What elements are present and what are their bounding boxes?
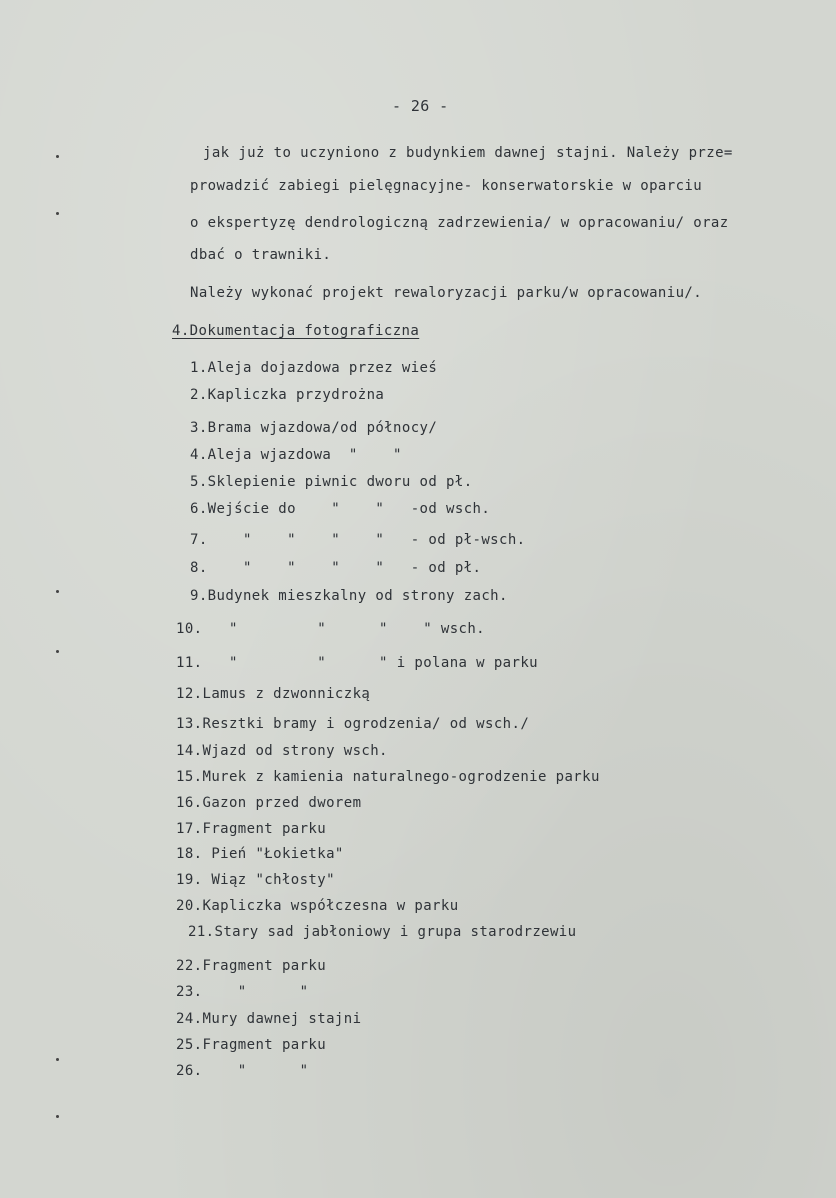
list-item: 2.Kapliczka przydrożna <box>190 387 385 403</box>
paragraph-rewaloryzacja: Należy wykonać projekt rewaloryzacji parku/w opracowaniu/. <box>190 285 703 301</box>
list-item: 15.Murek z kamienia naturalnego-ogrodzenie parku <box>176 769 600 785</box>
list-item: 17.Fragment parku <box>176 821 327 837</box>
list-item: 4.Aleja wjazdowa " " <box>190 447 402 463</box>
list-item: 22.Fragment parku <box>176 958 327 974</box>
list-item: 14.Wjazd od strony wsch. <box>176 743 388 759</box>
margin-dot <box>56 590 59 593</box>
list-item: 24.Mury dawnej stajni <box>176 1011 362 1027</box>
paragraph-line: o ekspertyzę dendrologiczną zadrzewienia/ w opracowaniu/ oraz <box>190 215 729 231</box>
list-item: 6.Wejście do " " -od wsch. <box>190 501 491 517</box>
list-item: 21.Stary sad jabłoniowy i grupa starodrzewiu <box>188 924 577 940</box>
list-item: 12.Lamus z dzwonniczką <box>176 686 371 702</box>
paragraph-line: dbać o trawniki. <box>190 247 332 263</box>
list-item: 18. Pień "Łokietka" <box>176 846 344 862</box>
list-item: 3.Brama wjazdowa/od północy/ <box>190 420 438 436</box>
list-item: 23. " " <box>176 984 309 1000</box>
paragraph-line: prowadzić zabiegi pielęgnacyjne- konserwatorskie w oparciu <box>190 178 703 194</box>
margin-dot <box>56 1058 59 1061</box>
list-item: 8. " " " " - od pł. <box>190 560 482 576</box>
margin-dot <box>56 1115 59 1118</box>
list-item: 20.Kapliczka współczesna w parku <box>176 898 459 914</box>
list-item: 13.Resztki bramy i ogrodzenia/ od wsch./ <box>176 716 530 732</box>
list-item: 1.Aleja dojazdowa przez wieś <box>190 360 438 376</box>
page-number: - 26 - <box>392 97 449 115</box>
list-item: 5.Sklepienie piwnic dworu od pł. <box>190 474 473 490</box>
list-item: 19. Wiąz "chłosty" <box>176 872 335 888</box>
margin-dot <box>56 155 59 158</box>
paragraph-line: jak już to uczyniono z budynkiem dawnej stajni. Należy prze= <box>203 145 733 161</box>
margin-dot <box>56 650 59 653</box>
section-heading: 4.Dokumentacja fotograficzna <box>172 323 420 339</box>
list-item: 9.Budynek mieszkalny od strony zach. <box>190 588 508 604</box>
list-item: 10. " " " " wsch. <box>176 621 486 637</box>
margin-dot <box>56 212 59 215</box>
list-item: 11. " " " i polana w parku <box>176 655 538 671</box>
list-item: 26. " " <box>176 1063 309 1079</box>
list-item: 16.Gazon przed dworem <box>176 795 362 811</box>
list-item: 25.Fragment parku <box>176 1037 327 1053</box>
list-item: 7. " " " " - od pł-wsch. <box>190 532 526 548</box>
